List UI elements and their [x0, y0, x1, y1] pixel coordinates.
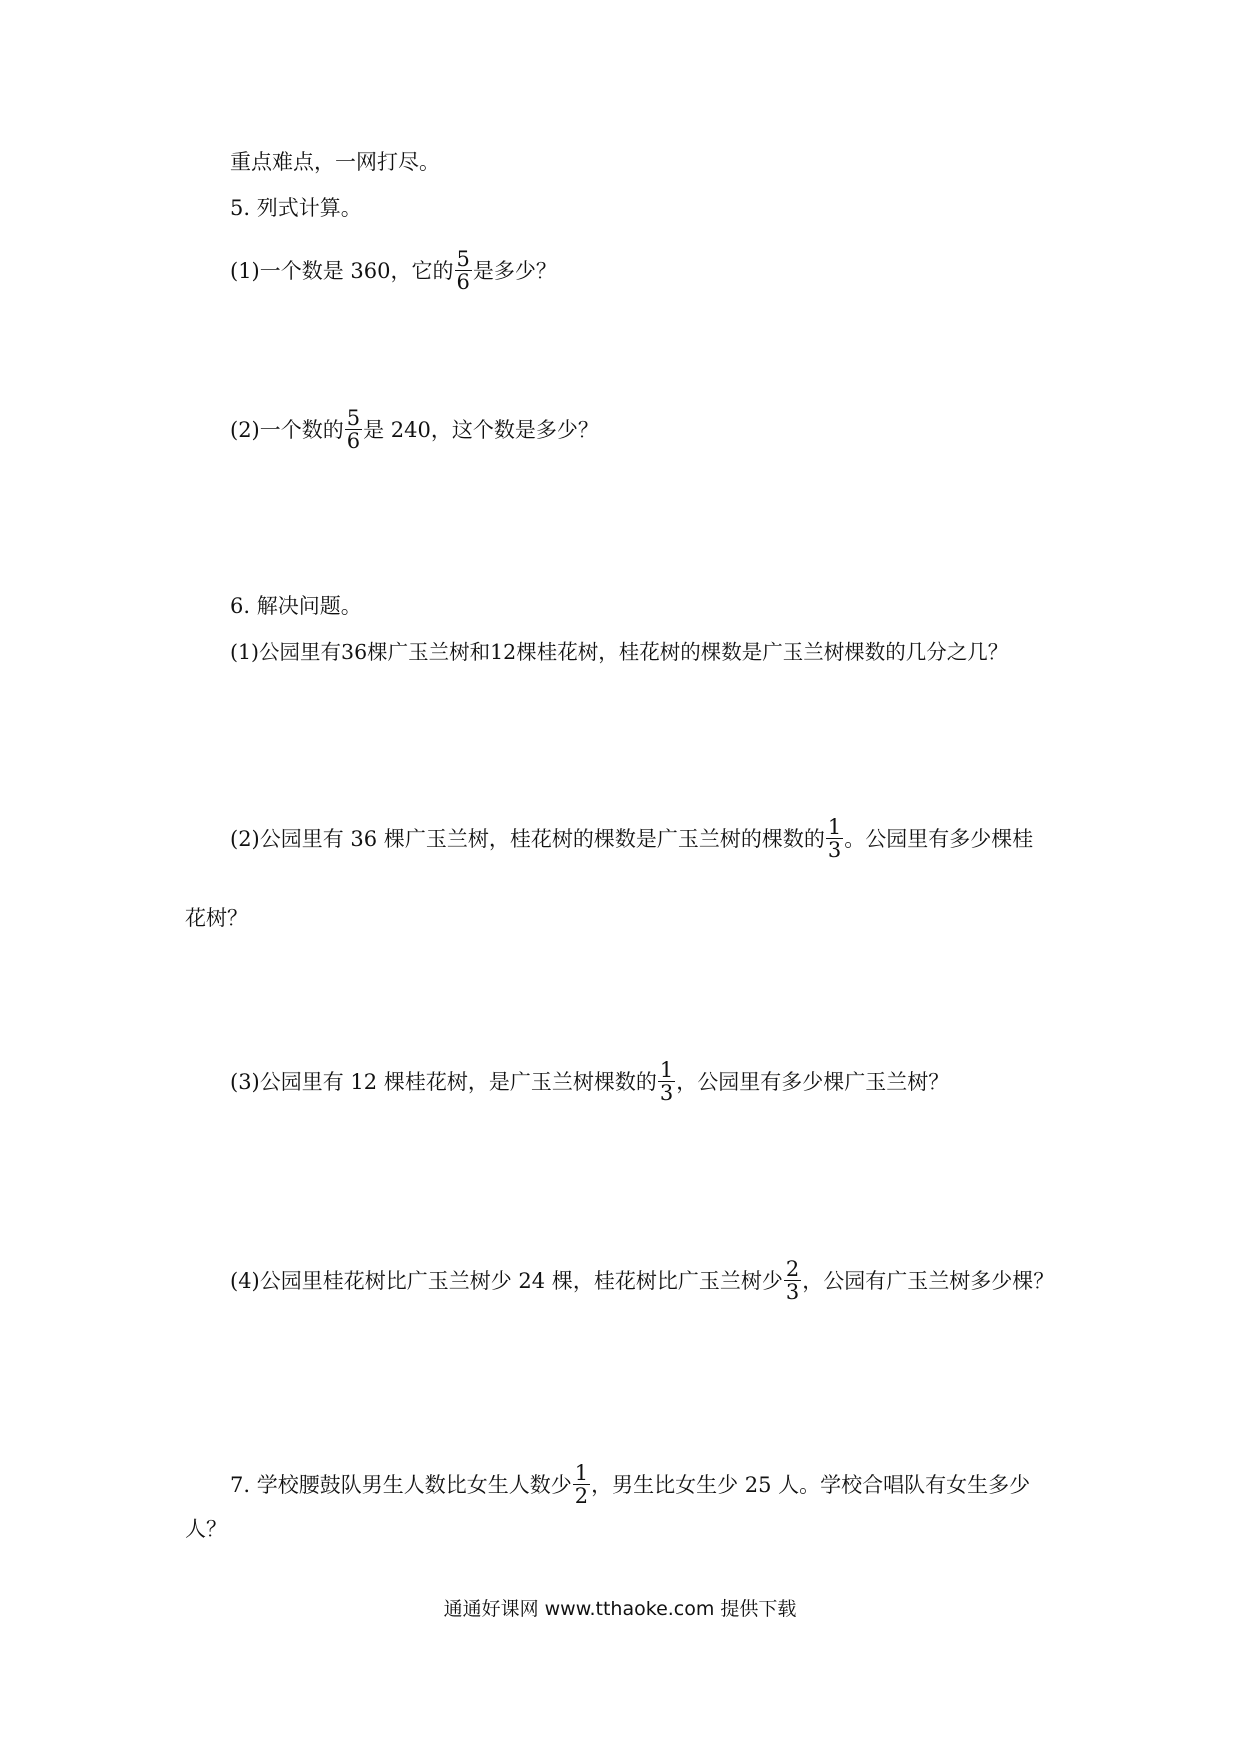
- fraction-denominator: 3: [785, 1280, 800, 1304]
- fraction-1-3: [826, 816, 843, 861]
- q6-part2-continuation: 花树？: [185, 906, 248, 930]
- q5-part2: [230, 406, 599, 454]
- q7-question: [230, 1461, 1031, 1509]
- q6-part3: [230, 1058, 950, 1106]
- q5-part1: [230, 247, 557, 295]
- q5-part2-text-a: (2)一个数的: [230, 418, 344, 442]
- fraction-denominator: 3: [659, 1081, 674, 1105]
- fraction-denominator: 6: [346, 429, 361, 453]
- q6-part4: [230, 1257, 1055, 1305]
- fraction-1-3: [658, 1059, 675, 1104]
- q6-part2-text-b: 。公园里有多少棵桂: [844, 827, 1034, 851]
- q6-part3-text-a: (3)公园里有 12 棵桂花树，是广玉兰树棵数的: [230, 1070, 657, 1094]
- fraction-5-6: [455, 248, 472, 293]
- q7-text-b: ，男生比女生少 25 人。学校合唱队有女生多少: [591, 1473, 1031, 1497]
- page-footer: 通通好课网 www.tthaoke.com 提供下载: [443, 1598, 797, 1620]
- q7-text-a: 7. 学校腰鼓队男生人数比女生人数少: [230, 1473, 572, 1497]
- fraction-denominator: 2: [574, 1484, 589, 1508]
- q5-part2-text-b: 是 240，这个数是多少？: [363, 418, 599, 442]
- fraction-5-6: [345, 407, 362, 452]
- fraction-denominator: 6: [456, 270, 470, 294]
- fraction-1-2: [573, 1462, 590, 1507]
- q6-title: 6. 解决问题。: [230, 594, 362, 618]
- q6-part1: (1)公园里有36棵广玉兰树和12棵桂花树，桂花树的棵数是广玉兰树棵数的几分之几？: [230, 640, 1009, 664]
- fraction-numerator: 2: [785, 1257, 800, 1281]
- q5-part1-text-a: (1)一个数是 360，它的: [230, 259, 454, 283]
- q5-title: 5. 列式计算。: [230, 196, 362, 220]
- q7-continuation: 人？: [185, 1517, 227, 1541]
- q6-part4-text-a: (4)公园里桂花树比广玉兰树少 24 棵，桂花树比广玉兰树少: [230, 1269, 783, 1293]
- fraction-numerator: 1: [659, 1058, 674, 1082]
- q6-part2-text-a: (2)公园里有 36 棵广玉兰树，桂花树的棵数是广玉兰树的棵数的: [230, 827, 825, 851]
- q6-part2: [230, 815, 1034, 863]
- q6-part4-text-b: ，公园有广玉兰树多少棵？: [802, 1269, 1055, 1293]
- fraction-numerator: 5: [456, 247, 470, 271]
- q5-part1-text-b: 是多少？: [472, 259, 557, 283]
- section-intro: 重点难点，一网打尽。: [230, 150, 440, 174]
- fraction-denominator: 3: [827, 838, 842, 862]
- fraction-numerator: 1: [827, 815, 842, 839]
- fraction-2-3: [784, 1258, 801, 1303]
- fraction-numerator: 5: [346, 406, 361, 430]
- q6-part3-text-b: ，公园里有多少棵广玉兰树？: [676, 1070, 950, 1094]
- fraction-numerator: 1: [574, 1461, 589, 1485]
